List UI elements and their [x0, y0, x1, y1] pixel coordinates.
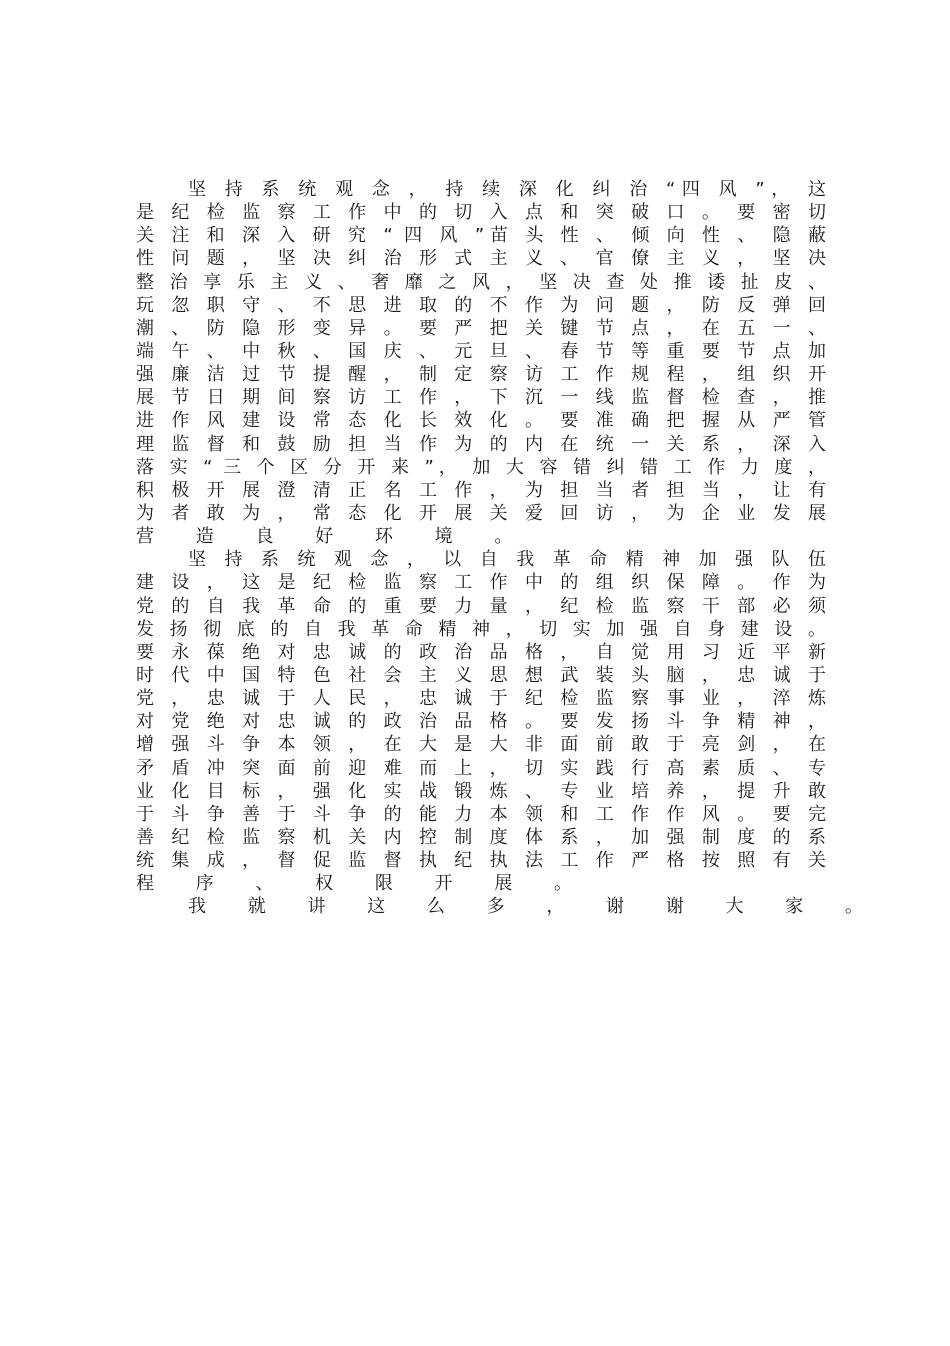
text-line: 于 斗 争 善 于 斗 争 的 能 力 本 领 和 工 作 作 风 。 要 完 — [136, 803, 826, 825]
text-line: 积 极 开 展 澄 清 正 名 工 作 ， 为 担 当 者 担 当 ， 让 有 — [136, 479, 826, 501]
text-line: 建 设 ， 这 是 纪 检 监 察 工 作 中 的 组 织 保 障 。 作 为 — [136, 572, 826, 594]
text-line: 营 造 良 好 环 境 。 — [136, 526, 531, 548]
text-line: 坚 持 系 统 观 念 ， 持 续 深 化 纠 治 “四 风 ”， 这 — [188, 179, 826, 200]
text-line: 程 序 、 权 限 开 展 。 — [136, 873, 591, 895]
text-line: 要 永 葆 绝 对 忠 诚 的 政 治 品 格 ， 自 觉 用 习 近 平 新 — [136, 641, 826, 663]
document-body — [136, 178, 881, 919]
text-line: 我 就 讲 这 么 多 ， 谢 谢 大 家 。 — [188, 896, 881, 918]
text-line: 发 扬 彻 底 的 自 我 革 命 精 神 ， 切 实 加 强 自 身 建 设 。 — [136, 618, 826, 640]
text-line: 时 代 中 国 特 色 社 会 主 义 思 想 武 装 头 脑 ， 忠 诚 于 — [136, 664, 826, 686]
text-line: 业 化 目 标 ， 强 化 实 战 锻 炼 、 专 业 培 养 ， 提 升 敢 — [136, 780, 826, 802]
text-line: 矛 盾 冲 突 面 前 迎 难 而 上 ， 切 实 践 行 高 素 质 、 专 — [136, 757, 826, 779]
text-line: 强 廉 洁 过 节 提 醒 ， 制 定 察 访 工 作 规 程 ， 组 织 开 — [136, 364, 826, 386]
text-line: 落 实 “ 三 个 区 分 开 来 ”， 加 大 容 错 纠 错 工 作 力 度 ， — [136, 456, 826, 478]
text-line: 潮 、 防 隐 形 变 异 。 要 严 把 关 键 节 点 ， 在 五 一 、 — [136, 317, 826, 339]
text-line: 增 强 斗 争 本 领 ， 在 大 是 大 非 面 前 敢 于 亮 剑 ， 在 — [136, 734, 826, 756]
text-line: 统 集 成 ， 督 促 监 督 执 纪 执 法 工 作 严 格 按 照 有 关 — [136, 850, 826, 872]
text-line: 进 作 风 建 设 常 态 化 长 效 化 。 要 准 确 把 握 从 严 管 — [136, 410, 826, 432]
text-line: 善 纪 检 监 察 机 关 内 控 制 度 体 系 ， 加 强 制 度 的 系 — [136, 826, 826, 848]
text-line: 端 午 、 中 秋 、 国 庆 、 元 旦 、 春 节 等 重 要 节 点 加 — [136, 340, 826, 362]
text-line: 为 者 敢 为 ， 常 态 化 开 展 关 爱 回 访 ， 为 企 业 发 展 — [136, 502, 826, 524]
text-line: 坚 持 系 统 观 念 ， 以 自 我 革 命 精 神 加 强 队 伍 — [188, 549, 826, 571]
text-line: 党 的 自 我 革 命 的 重 要 力 量 ， 纪 检 监 察 干 部 必 须 — [136, 595, 826, 617]
text-line: 理 监 督 和 鼓 励 担 当 作 为 的 内 在 统 一 关 系 ， 深 入 — [136, 433, 826, 455]
text-line: 性 问 题 ， 坚 决 纠 治 形 式 主 义 、 官 僚 主 义 ， 坚 决 — [136, 248, 826, 270]
text-line: 党 ， 忠 诚 于 人 民 ， 忠 诚 于 纪 检 监 察 事 业 ， 淬 炼 — [136, 688, 826, 710]
text-line: 展 节 日 期 间 察 访 工 作 ， 下 沉 一 线 监 督 检 查 ， 推 — [136, 387, 826, 409]
text-line: 玩 忽 职 守 、 不 思 进 取 的 不 作 为 问 题 ， 防 反 弹 回 — [136, 294, 826, 316]
text-line: 整 治 享 乐 主 义 、 奢 靡 之 风 ， 坚 决 查 处 推 诿 扯 皮 、 — [136, 271, 826, 293]
text-line: 关 注 和 深 入 研 究 “ 四 风 ”苗 头 性 、 倾 向 性 、 隐 蔽 — [136, 225, 826, 247]
text-line: 对 党 绝 对 忠 诚 的 政 治 品 格 。 要 发 扬 斗 争 精 神 ， — [136, 711, 826, 733]
text-line: 是 纪 检 监 察 工 作 中 的 切 入 点 和 突 破 口 。 要 密 切 — [136, 202, 826, 224]
